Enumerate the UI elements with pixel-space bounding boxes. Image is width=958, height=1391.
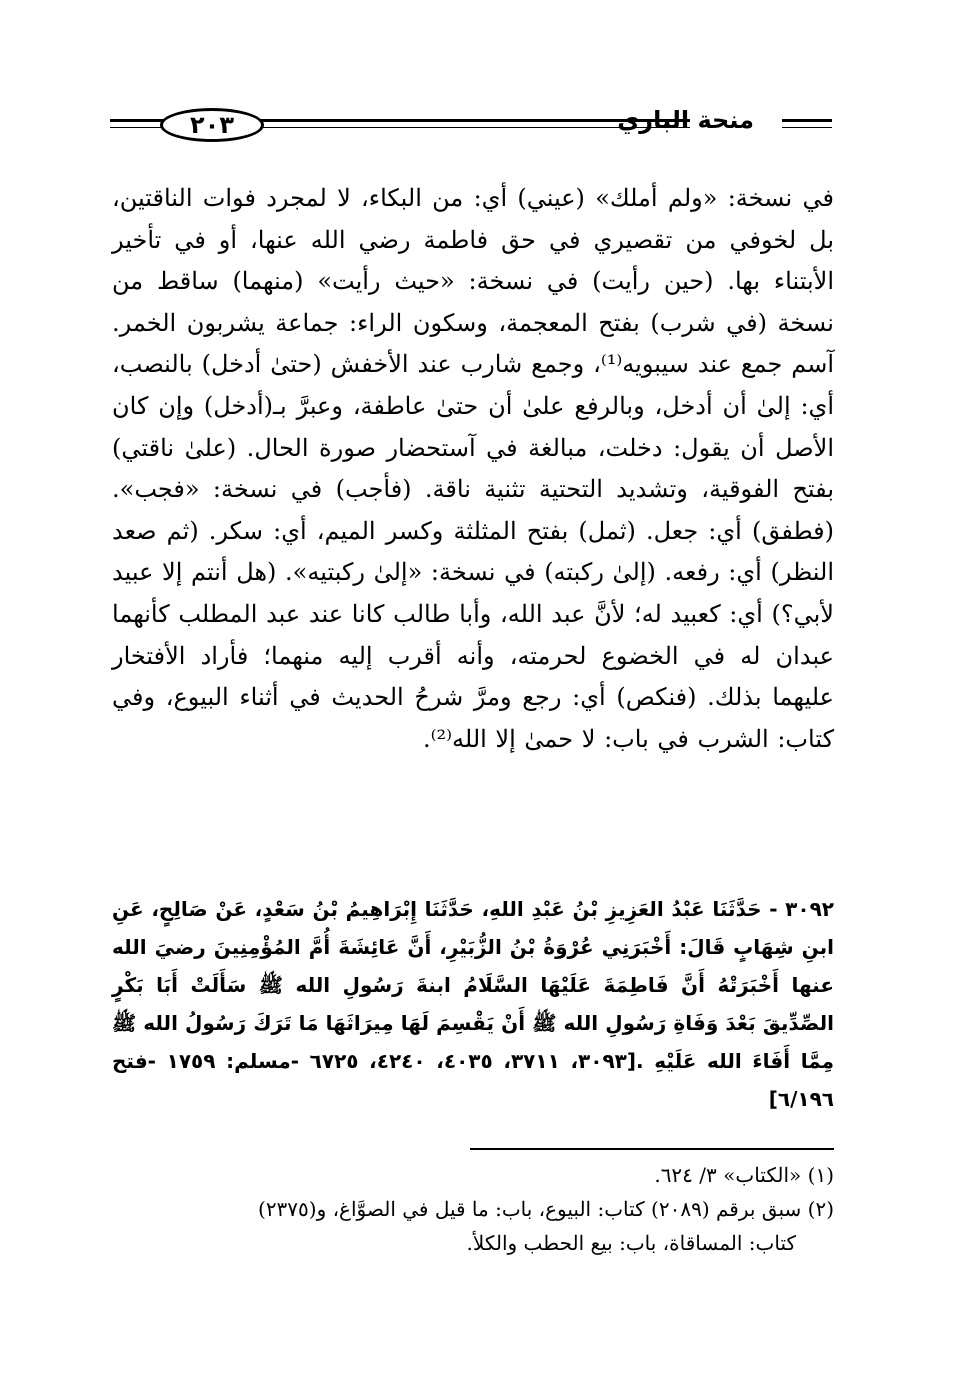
header-rule-right-top — [782, 119, 832, 122]
footnote-2: (٢) سبق برقم (٢٠٨٩) كتاب: البيوع، باب: ما قيل في الصوَّاغ، و(٢٣٧٥) — [258, 1197, 834, 1221]
footnote-1: (١) «الكتاب» ٣/ ٦٢٤. — [654, 1163, 834, 1187]
hadith-block — [112, 890, 834, 1118]
header-rule-left-top — [110, 119, 165, 122]
running-title: منحة الباري — [617, 106, 754, 134]
footnote-2-continuation: كتاب: المساقاة، باب: بيع الحطب والكلأ. — [466, 1231, 796, 1255]
commentary-paragraph: في نسخة: «ولم أملك» (عيني) أي: من البكاء، لا لمجرد فوات الناقتين، بل لخوفي من تقصيري في حق فاطمة رضي الله عنها، أو في تأخير الأبتناء بها. (حين رأيت) في نسخة: «حيث رأيت» (منهما) ساقط من نسخة (في شرب) بفتح المعجمة، وسكون الراء: جماعة يشربون الخمر. آسم جمع عند سيبويه⁽¹⁾، وجمع شارب عند الأخفش (حتىٰ أدخل) بالنصب، أي: إلىٰ أن أدخل، وبالرفع علىٰ أن حتىٰ عاطفة، وعبرَّ بـ(أدخل) وإن كان الأصل أن يقول: دخلت، مبالغة في آستحضار صورة الحال. (علىٰ ناقتي) بفتح الفوقية، وتشديد التحتية تثنية ناقة. (فأجب) في نسخة: «فجب». (فطفق) أي: جعل. (ثمل) بفتح المثلثة وكسر الميم، أي: سكر. (ثم صعد النظر) أي: رفعه. (إلىٰ ركبته) في نسخة: «إلىٰ ركبتيه». (هل أنتم إلا عبيد لأبي؟) أي: كعبيد له؛ لأنَّ عبد الله، وأبا طالب كانا عند عبد المطلب كأنهما عبدان له في الخضوع لحرمته، وأنه أقرب إليه منهما؛ فأراد الأفتخار عليهما بذلك. (فنكص) أي: رجع ومرَّ شرحُ الحديث في أثناء البيوع، وفي كتاب: الشرب في باب: لا حمىٰ إلا الله⁽²⁾. — [112, 184, 834, 753]
commentary-text — [112, 178, 834, 760]
header-rule-right-bottom — [782, 127, 832, 128]
footnotes — [112, 1158, 834, 1260]
page-header — [110, 100, 832, 150]
page-number: ٢٠٣ — [160, 108, 264, 142]
hadith-text: ٣٠٩٢ - حَدَّثَنَا عَبْدُ العَزِيزِ بْنُ عَبْدِ اللهِ، حَدَّثَنَا إِبْرَاهِيمُ بْنُ سَعْدٍ، عَنْ صَالِحٍ، عَنِ ابنِ شِهَابٍ قَالَ: أَخْبَرَنِي عُرْوَةُ بْنُ الزُّبَيْرِ، أَنَّ عَائِشَةَ أُمَّ المُؤْمِنِينَ رضيَ الله عنها أَخْبَرَتْهُ أَنَّ فَاطِمَةَ عَلَيْهَا السَّلَامُ ابنةَ رَسُولِ الله ﷺ سَأَلَتْ أَبَا بَكْرٍ الصِّدِّيقَ بَعْدَ وَفَاةِ رَسُولِ الله ﷺ أَنْ يَقْسِمَ لَهَا مِيرَاثَهَا مَا تَرَكَ رَسُولُ الله ﷺ مِمَّا أَفَاءَ الله عَلَيْهِ .[٣٠٩٣، ٣٧١١، ٤٠٣٥، ٤٢٤٠، ٦٧٢٥ -مسلم: ١٧٥٩ -فتح ٦/١٩٦] — [112, 897, 835, 1111]
footnote-separator — [470, 1148, 834, 1150]
header-rule-left-bottom — [110, 127, 165, 128]
